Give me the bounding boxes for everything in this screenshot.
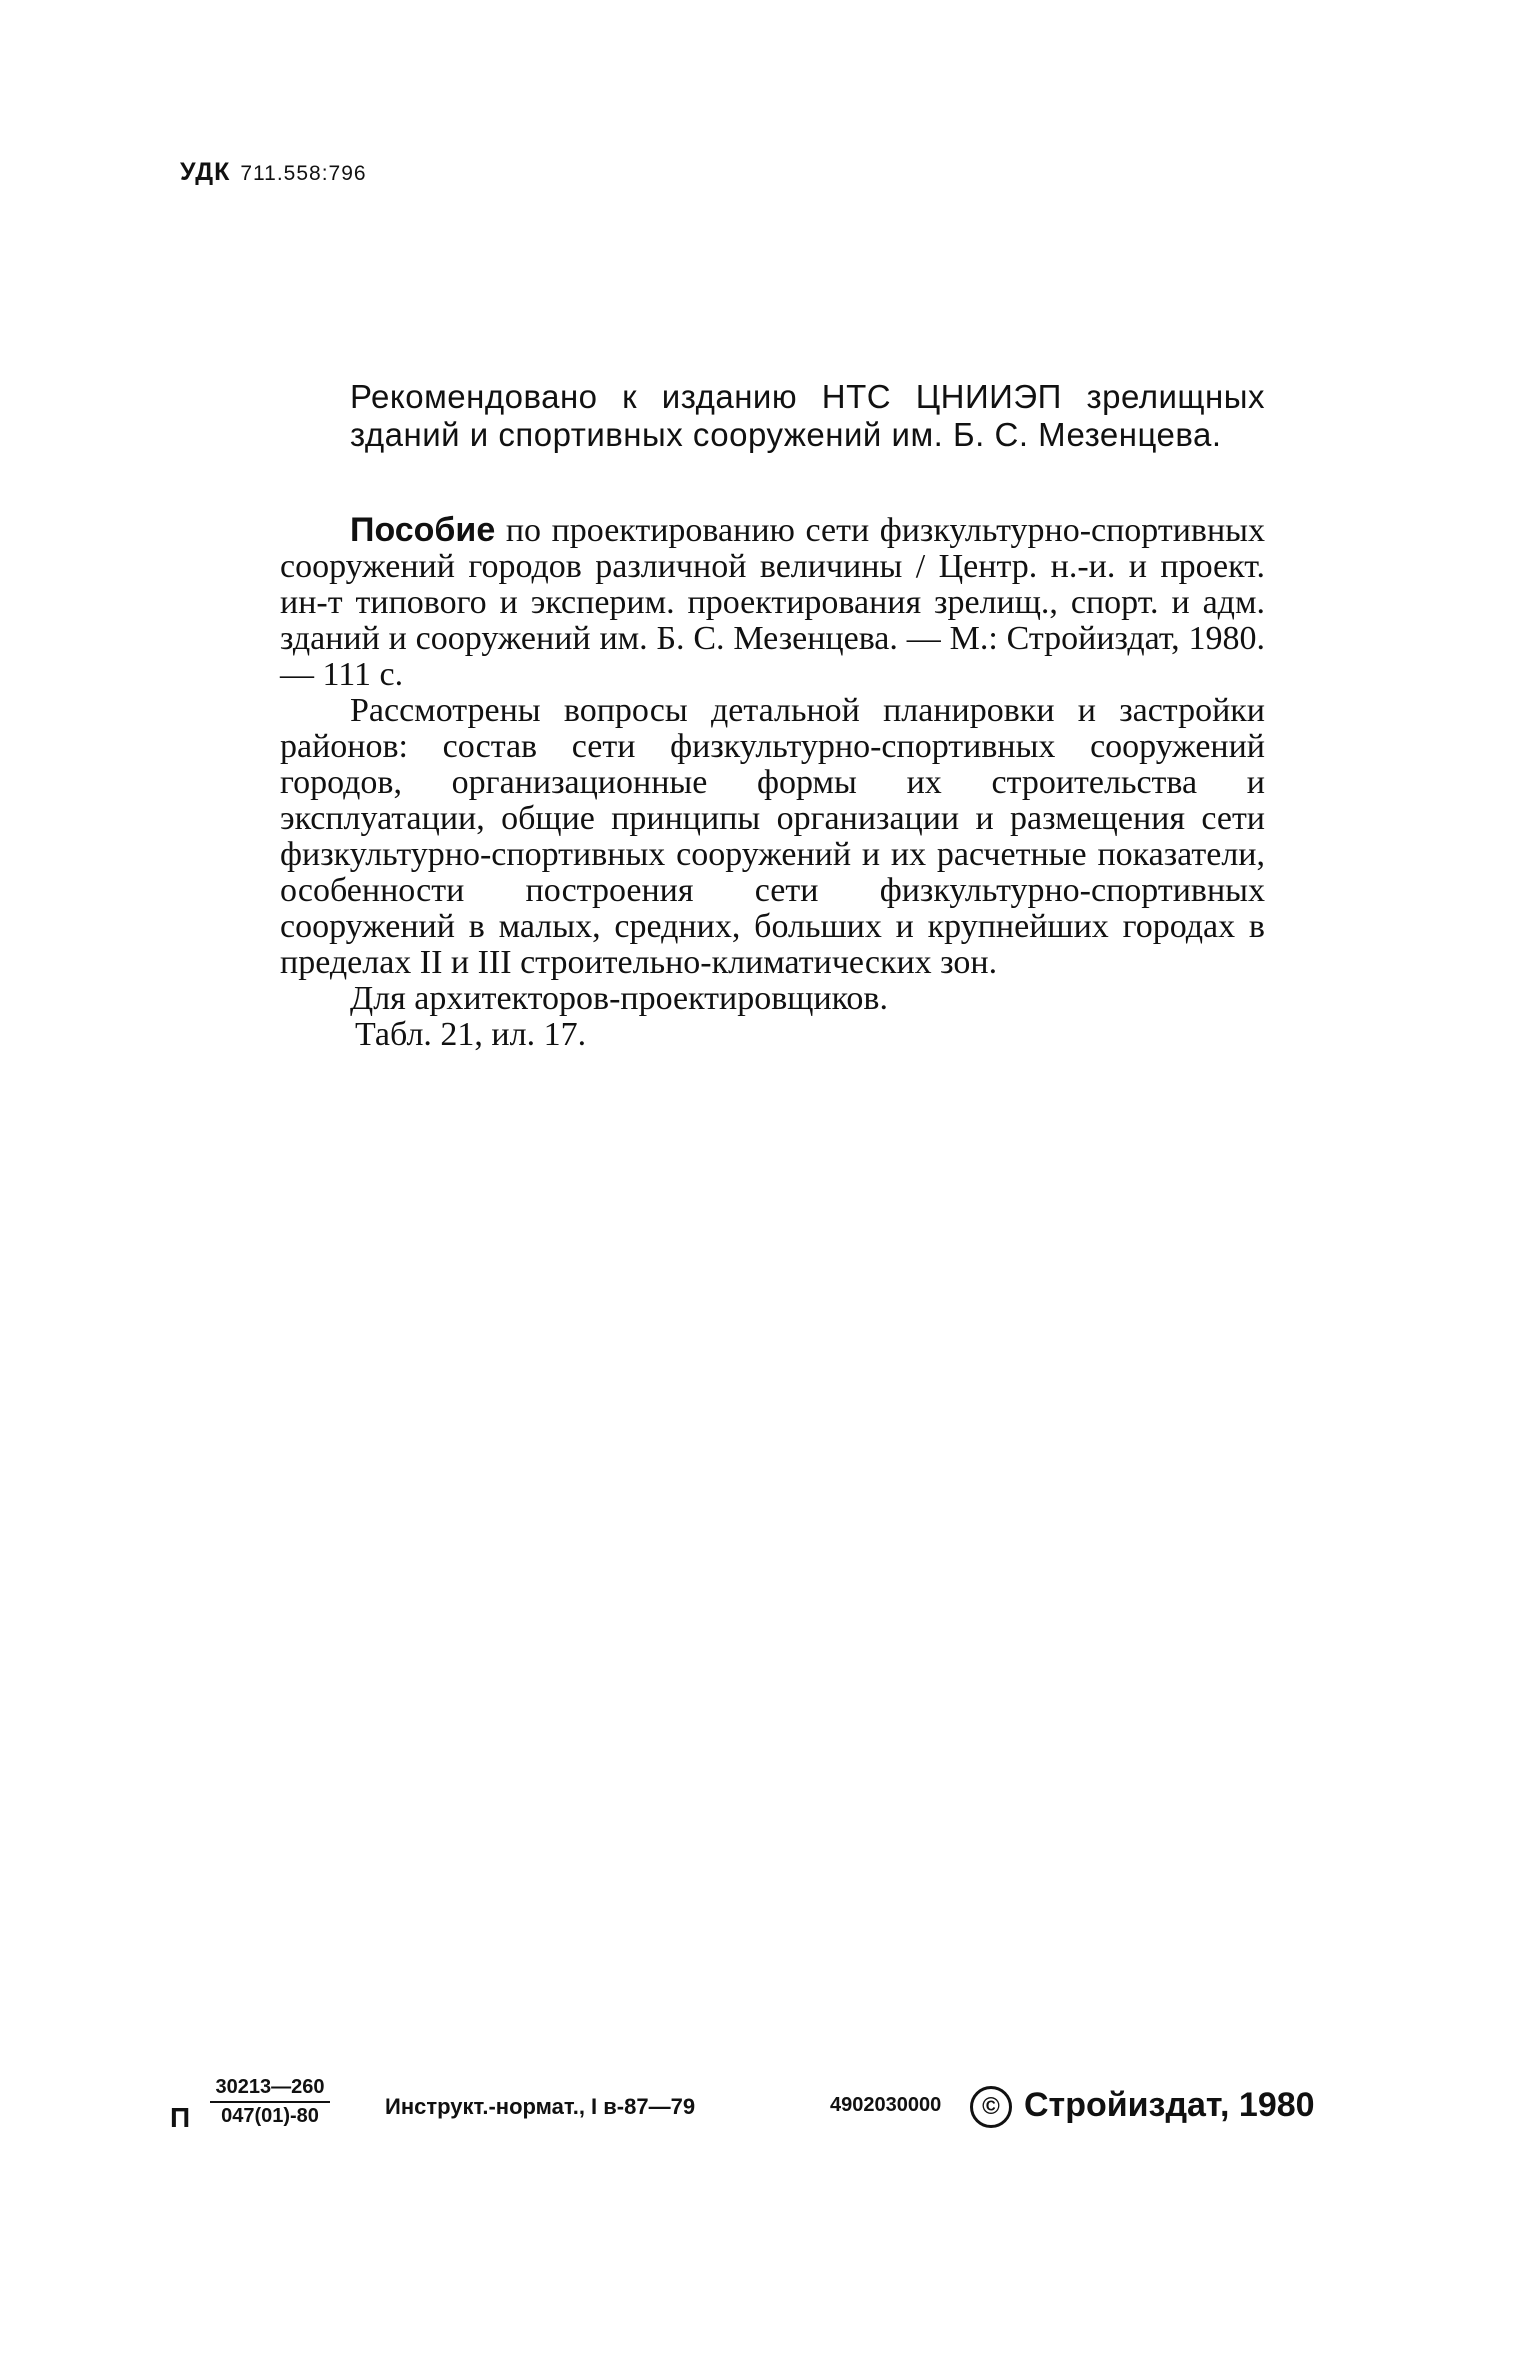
summary-text: Рассмотрены вопросы детальной планировки и застройки районов: состав сети физкультурно-спортивных сооружений городов, организационные формы их строительства и эксплуатации, общие принципы организации и размещения сети физкультурно-спортивных сооружений и их расчетные показатели, особенности построения сети физкультурно-спортивных сооружений в малых, средних, больших и крупнейших городах в пределах II и III строительно-климатических зон. xyxy=(280,692,1265,981)
copyright-icon: © xyxy=(970,2086,1012,2128)
fraction-denominator: 047(01)-80 xyxy=(221,2105,319,2127)
udk-line xyxy=(180,158,367,187)
imprint-fraction xyxy=(210,2076,330,2128)
abstract-block xyxy=(280,512,1265,1053)
bibliographic-entry xyxy=(280,512,1265,693)
tables-count: Табл. 21, ил. 17. xyxy=(355,1016,587,1053)
imprint-letter: П xyxy=(170,2102,191,2133)
udk-label: УДК xyxy=(180,158,231,186)
bibliographic-text: по проектированию сети физкультурно-спортивных сооружений городов различной величины / Центр. н.-и. и проект. ин-т типового и эксперим. проектирования зрелищ., спорт. и адм. зданий и сооружений им. Б. С. Мезенцева. — М.: Стройиздат, 1980. — 111 с. xyxy=(280,512,1265,693)
recommendation-text: Рекомендовано к изданию НТС ЦНИИЭП зрелищных зданий и спортивных сооружений им. Б. С. Мезенцева. xyxy=(350,378,1265,453)
imprint-instruction: Инструкт.-нормат., I в-87—79 xyxy=(385,2094,696,2119)
fraction-numerator: 30213—260 xyxy=(210,2076,330,2103)
imprint-line xyxy=(170,2072,1370,2142)
copyright xyxy=(970,2086,1315,2128)
lead-word: Пособие xyxy=(350,511,496,549)
imprint-code: 4902030000 xyxy=(830,2094,942,2116)
audience-text: Для архитекторов-проектировщиков. xyxy=(350,980,888,1017)
udk-code: 711.558:796 xyxy=(240,162,367,185)
copyright-text: Стройиздат, 1980 xyxy=(1024,2086,1315,2124)
